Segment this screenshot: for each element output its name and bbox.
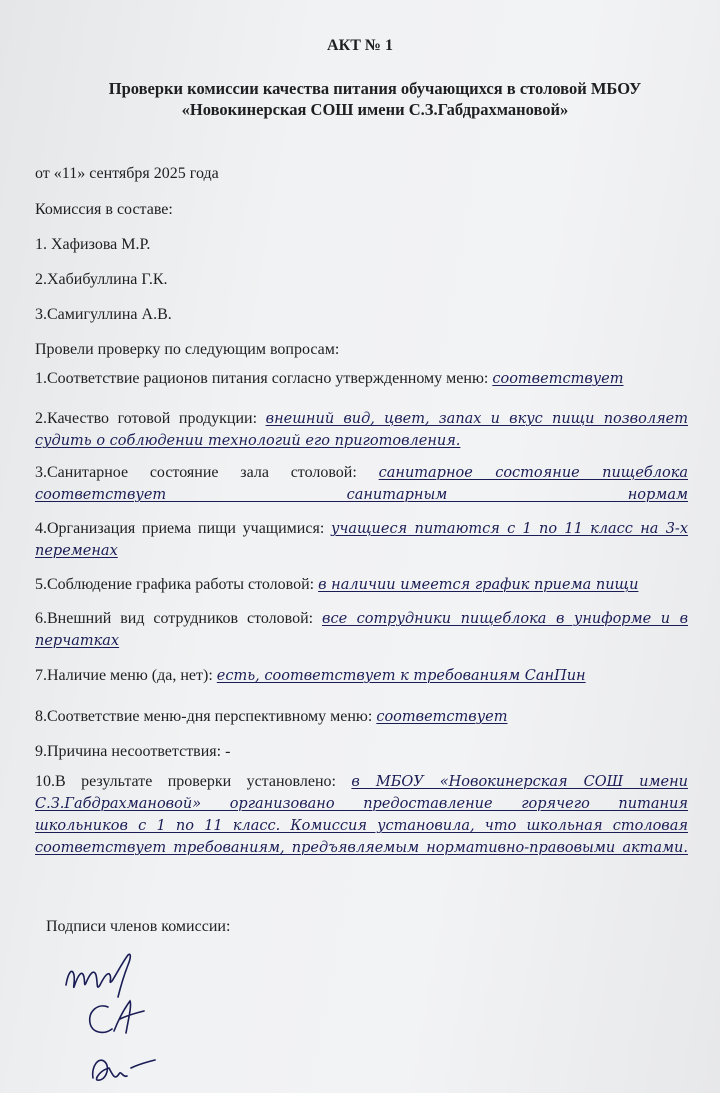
signature-3 <box>85 1048 160 1088</box>
item-2 <box>35 408 688 452</box>
member-2: 2.Хабибуллина Г.К. <box>35 271 168 288</box>
signature-2 <box>80 995 155 1045</box>
item-answer: соответствует <box>376 709 508 725</box>
item-label: 10.В результате проверки установлено: <box>35 773 336 790</box>
item-8 <box>35 706 688 728</box>
item-1 <box>35 368 688 390</box>
item-label: 2.Качество готовой продукции: <box>35 410 258 427</box>
commission-label: Комиссия в составе: <box>35 201 173 218</box>
item-answer: санитарное состояние пищеблока соответствует санитарным нормам <box>35 465 689 503</box>
subtitle-line-1: Проверки комиссии качества питания обучающихся в столовой МБОУ <box>108 79 642 98</box>
item-label: 7.Наличие меню (да, нет): <box>35 667 213 684</box>
item-10 <box>35 771 688 859</box>
item-3 <box>35 462 688 506</box>
member-1: 1. Хафизова М.Р. <box>35 236 151 253</box>
item-label: 4.Организация приема пищи учащимися: <box>35 520 325 537</box>
subtitle-line-2: «Новокинерская СОШ имени С.З.Габдрахмановой» <box>181 100 569 119</box>
item-9 <box>35 741 688 763</box>
item-label: 5.Соблюдение графика работы столовой: <box>35 576 315 593</box>
item-answer: есть, соответствует к требованиям СанПин <box>216 668 586 684</box>
document-subtitle <box>60 78 690 120</box>
item-answer: - <box>225 743 231 760</box>
member-3: 3.Самигуллина А.В. <box>35 306 172 323</box>
item-answer: внешний вид, цвет, запах и вкус пищи позволяет судить о соблюдении технологий его приготовления. <box>35 411 689 449</box>
item-label: 8.Соответствие меню-дня перспективному меню: <box>35 708 373 725</box>
item-4 <box>35 518 688 562</box>
item-7 <box>35 665 688 687</box>
item-answer: соответствует <box>492 371 624 387</box>
item-label: 3.Санитарное состояние зала столовой: <box>35 464 357 481</box>
item-answer: в МБОУ «Новокинерская СОШ имени С.З.Габдрахмановой» организовано предоставление горячего питания школьников с 1 по 11 класс. Комиссия установила, что школьная столовая соответствует требованиям, предъявляемым нормативно-правовыми актами. <box>35 774 689 856</box>
document-title: АКТ № 1 <box>327 37 393 54</box>
item-label: 9.Причина несоответствия: <box>35 743 222 760</box>
signatures-label: Подписи членов комиссии: <box>46 918 231 935</box>
item-answer: в наличии имеется график приема пищи <box>318 577 639 593</box>
act-date: от «11» сентября 2025 года <box>35 165 219 182</box>
item-answer: все сотрудники пищеблока в униформе и в перчатках <box>35 611 689 649</box>
item-6 <box>35 608 688 652</box>
item-label: 6.Внешний вид сотрудников столовой: <box>35 610 314 627</box>
item-label: 1.Соответствие рационов питания согласно утвержденному меню: <box>35 370 489 387</box>
questions-intro: Провели проверку по следующим вопросам: <box>35 341 340 358</box>
item-answer: учащиеся питаются с 1 по 11 класс на 3-х переменах <box>35 521 688 559</box>
item-5 <box>35 574 688 596</box>
